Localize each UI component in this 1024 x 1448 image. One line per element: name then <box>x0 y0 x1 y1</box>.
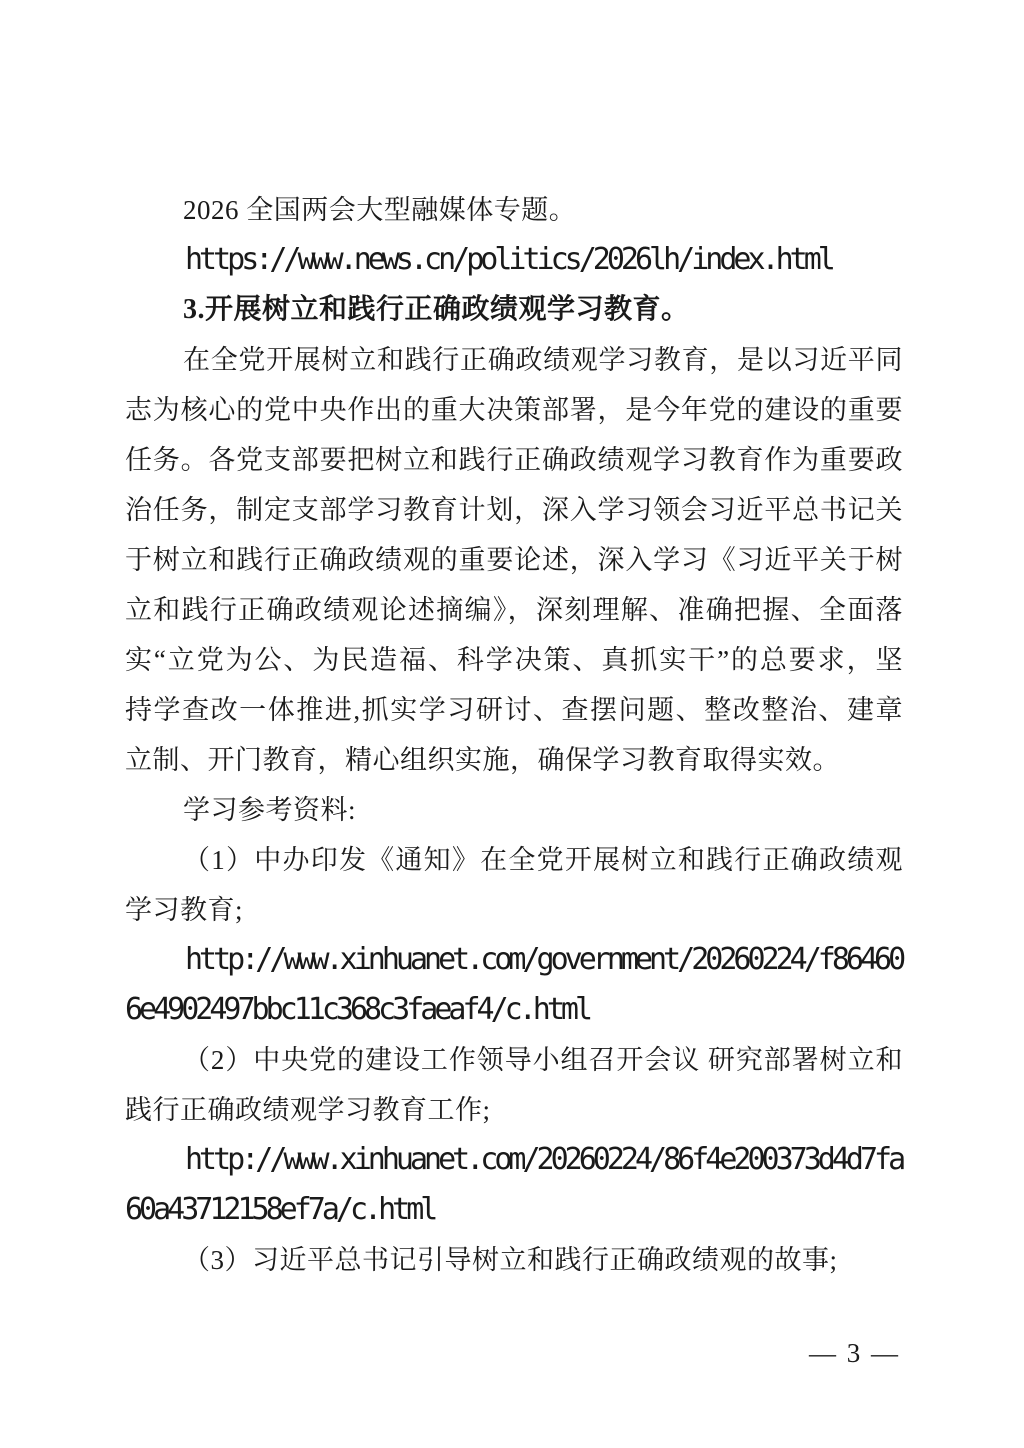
url-line: 6e4902497bbc11c368c3faeaf4/c.html <box>125 992 590 1027</box>
section-heading: 3.开展树立和践行正确政绩观学习教育。 <box>183 294 690 325</box>
url-line: https://www.news.cn/politics/2026lh/index.html <box>185 242 832 277</box>
document-body <box>125 185 903 1285</box>
url-line: http://www.xinhuanet.com/government/20260224/f86460 <box>185 942 903 977</box>
text-line: 持学查改一体推进,抓实学习研讨、查摆问题、整改整治、建章 <box>125 695 903 725</box>
text-line: （3）习近平总书记引导树立和践行正确政绩观的故事; <box>183 1245 838 1275</box>
text-line: 立和践行正确政绩观论述摘编》，深刻理解、准确把握、全面落 <box>125 595 903 625</box>
url-line: 60a43712158ef7a/c.html <box>125 1192 435 1227</box>
text-line: 学习参考资料: <box>183 795 357 825</box>
text-line: 任务。各党支部要把树立和践行正确政绩观学习教育作为重要政 <box>125 445 903 475</box>
text-line: 2026 全国两会大型融媒体专题。 <box>183 195 577 225</box>
text-line: 在全党开展树立和践行正确政绩观学习教育，是以习近平同 <box>183 345 903 375</box>
text-line: 于树立和践行正确政绩观的重要论述，深入学习《习近平关于树 <box>125 545 903 575</box>
text-line: 立制、开门教育，精心组织实施，确保学习教育取得实效。 <box>125 745 840 775</box>
text-line: （2）中央党的建设工作领导小组召开会议 研究部署树立和 <box>183 1045 903 1075</box>
text-line: 治任务，制定支部学习教育计划，深入学习领会习近平总书记关 <box>125 495 903 525</box>
url-line: http://www.xinhuanet.com/20260224/86f4e200373d4d7fa <box>185 1142 903 1177</box>
text-line: 践行正确政绩观学习教育工作; <box>125 1095 491 1125</box>
text-line: （1）中办印发《通知》在全党开展树立和践行正确政绩观 <box>183 845 903 875</box>
text-line: 志为核心的党中央作出的重大决策部署，是今年党的建设的重要 <box>125 395 903 425</box>
text-line: 实“立党为公、为民造福、科学决策、真抓实干”的总要求，坚 <box>125 645 903 675</box>
text-line: 学习教育; <box>125 895 244 925</box>
page-number: — 3 — <box>809 1338 900 1368</box>
